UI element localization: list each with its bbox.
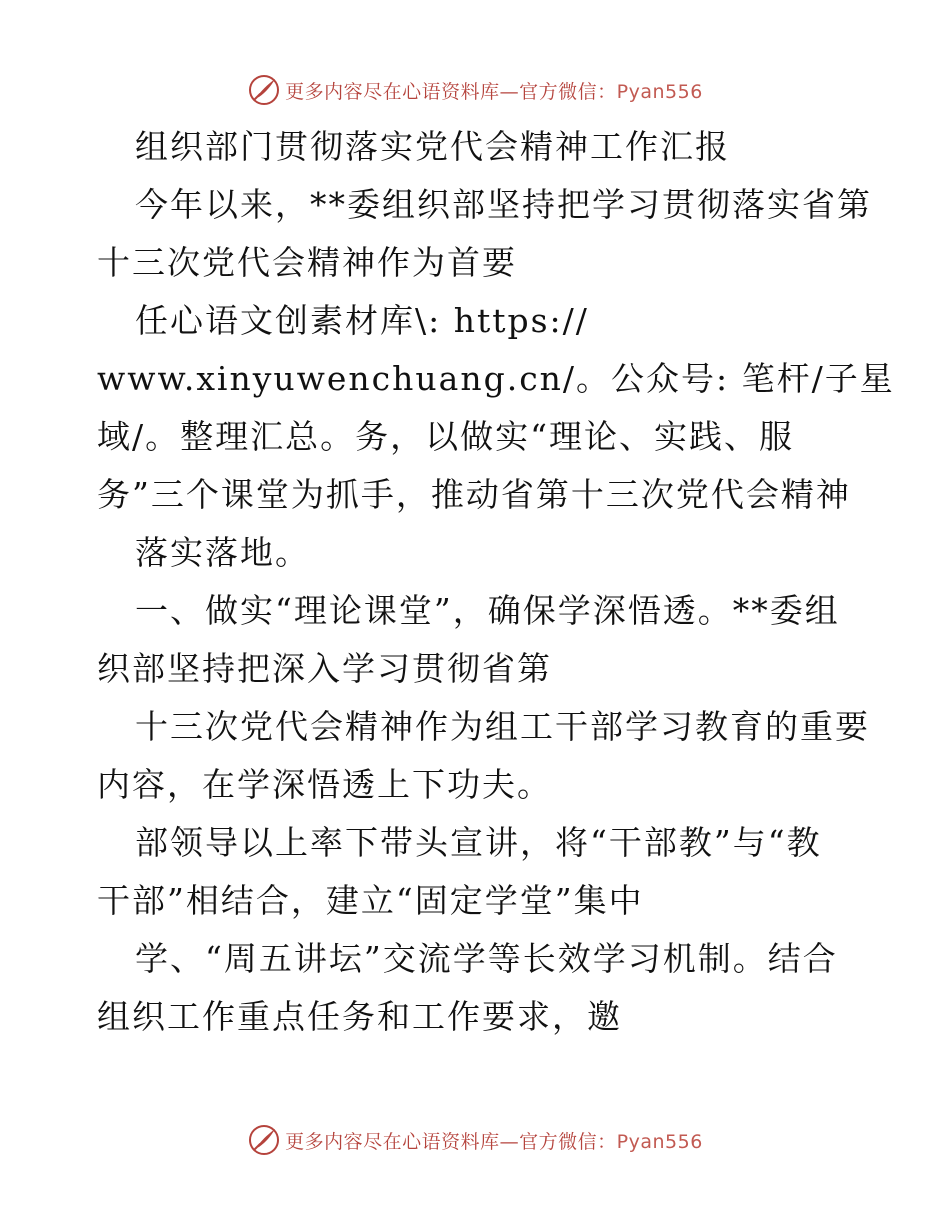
text-line: 部领导以上率下带头宣讲，将“干部教”与“教 (135, 823, 822, 862)
watermark-footer (0, 1118, 950, 1162)
text-line: 落实落地。 (135, 533, 310, 572)
text-line: 内容，在学深悟透上下功夫。 (97, 765, 552, 804)
text-line: 组织部门贯彻落实党代会精神工作汇报 (135, 127, 730, 166)
text-line: 织部坚持把深入学习贯彻省第 (97, 649, 552, 688)
document-body (97, 118, 895, 1046)
watermark-header (0, 68, 950, 112)
text-line: 十三次党代会精神作为组工干部学习教育的重要 (135, 707, 870, 746)
text-line: www.xinyuwenchuang.cn/。公众号: 笔杆/子星 (97, 359, 895, 398)
text-line: 任心语文创素材库\: https:// (135, 301, 589, 340)
text-line: 学、“周五讲坛”交流学等长效学习机制。结合 (135, 939, 838, 978)
text-line: 干部”相结合，建立“固定学堂”集中 (97, 881, 644, 920)
text-line: 一、做实“理论课堂”，确保学深悟透。**委组 (135, 591, 840, 630)
watermark-text: 更多内容尽在心语资料库—官方微信：Pyan556 (285, 80, 703, 103)
text-line: 域/。整理汇总。务，以做实“理论、实践、服 (97, 417, 794, 456)
text-line: 十三次党代会精神作为首要 (97, 243, 517, 282)
watermark-text: 更多内容尽在心语资料库—官方微信：Pyan556 (285, 1130, 703, 1153)
text-line: 组织工作重点任务和工作要求，邀 (97, 997, 622, 1036)
text-line: 务”三个课堂为抓手，推动省第十三次党代会精神 (97, 475, 851, 514)
quill-logo-icon (247, 1123, 281, 1157)
text-line: 今年以来，**委组织部坚持把学习贯彻落实省第 (135, 185, 872, 224)
quill-logo-icon (247, 73, 281, 107)
